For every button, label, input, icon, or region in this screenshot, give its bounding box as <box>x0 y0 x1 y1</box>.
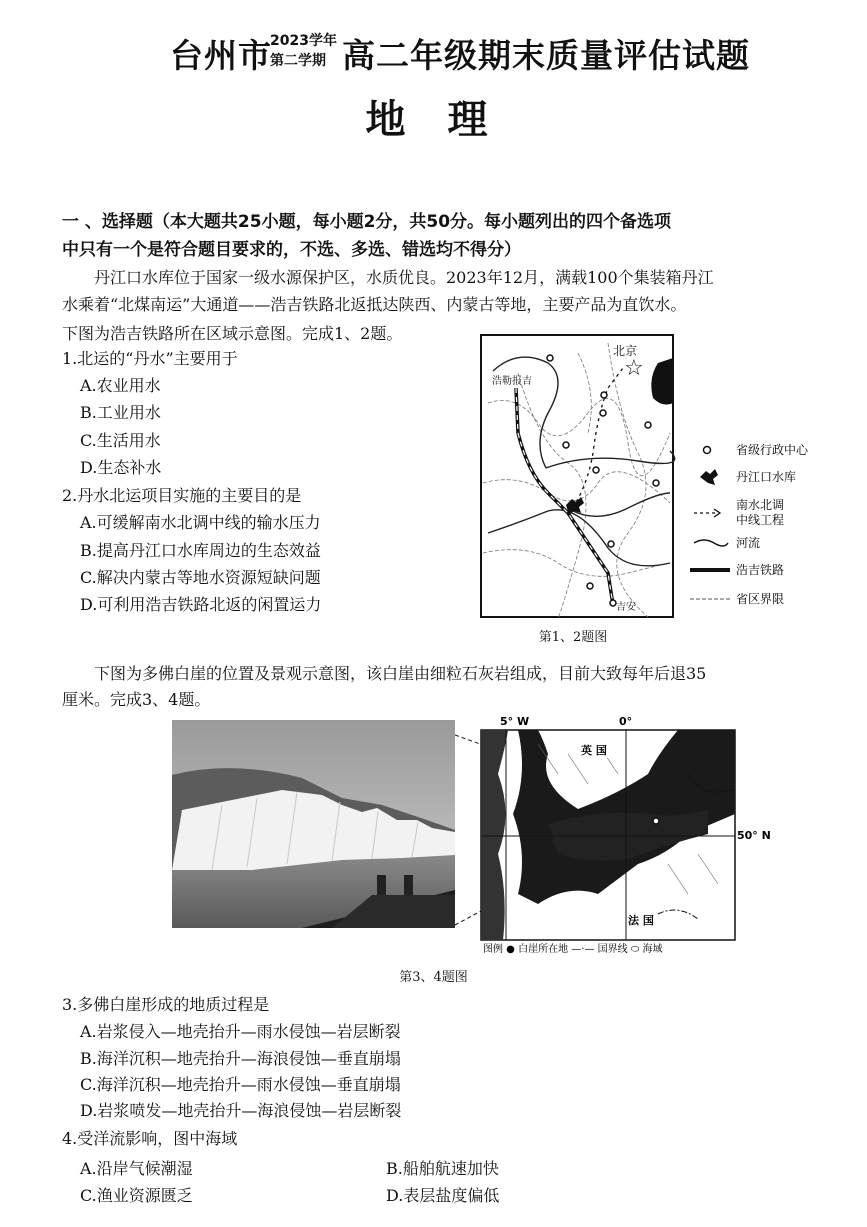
white-cliffs-photo <box>172 720 455 928</box>
q1-option-a[interactable]: A.农业用水 <box>80 376 161 395</box>
label-jian: 吉安 <box>616 602 636 613</box>
map2-legend: 图例 ● 白崖所在地 —·— 国界线 ⬭ 海域 <box>483 944 663 954</box>
section-heading-line1: 一 、选择题（本大题共25小题，每小题2分，共50分。每小题列出的四个备选项 <box>62 212 672 232</box>
passage1-line2: 水乘着“北煤南运”大通道——浩吉铁路北返抵达陕西、内蒙古等地，主要产品为直饮水。 <box>62 295 687 314</box>
legend-railway: 浩吉铁路 <box>736 563 785 577</box>
label-5w: 5° W <box>500 715 530 728</box>
q2-stem: 2.丹水北运项目实施的主要目的是 <box>62 486 302 505</box>
beijing-star: ☆ <box>624 356 644 381</box>
header-semester: 第二学期 <box>270 53 326 69</box>
exam-header <box>0 28 867 78</box>
q3-stem: 3.多佛白崖形成的地质过程是 <box>62 995 270 1014</box>
q2-option-c[interactable]: C.解决内蒙古等地水资源短缺问题 <box>80 568 321 587</box>
q4-option-d[interactable]: D.表层盐度偏低 <box>386 1186 500 1205</box>
cliff-location-marker <box>653 818 659 824</box>
subject-title: 地 理 <box>365 97 502 143</box>
map2-caption: 第3、4题图 <box>399 970 468 985</box>
map2-figure <box>478 714 778 954</box>
q2-option-b[interactable]: B.提高丹江口水库周边的生态效益 <box>80 541 321 560</box>
q3-option-a[interactable]: A.岩浆侵入—地壳抬升—雨水侵蚀—岩层断裂 <box>80 1022 401 1041</box>
label-0: 0° <box>619 715 633 728</box>
q1-stem: 1.北运的“丹水”主要用于 <box>62 349 238 368</box>
map1-figure <box>478 333 848 623</box>
header-title: 高二年级期末质量评估试题 <box>342 36 750 75</box>
header-city: 台州市 <box>170 36 272 75</box>
legend-border: 省区界限 <box>736 592 785 606</box>
passage1-line1: 丹江口水库位于国家一级水源保护区，水质优良。2023年12月，满载100个集装箱丹江 <box>94 268 714 287</box>
q1-option-d[interactable]: D.生态补水 <box>80 458 162 477</box>
section-heading <box>62 208 822 264</box>
section-heading-line2: 中只有一个是符合题目要求的，不选、多选、错选均不得分） <box>62 240 521 260</box>
legend-water-2: 中线工程 <box>736 513 785 527</box>
legend-reservoir: 丹江口水库 <box>736 470 797 484</box>
q1-option-b[interactable]: B.工业用水 <box>80 403 161 422</box>
passage1-line3: 下图为浩吉铁路所在区域示意图。完成1、2题。 <box>62 324 403 343</box>
label-uk: 英 国 <box>581 744 607 757</box>
passage2-line2: 厘米。完成3、4题。 <box>62 690 211 709</box>
q2-option-a[interactable]: A.可缓解南水北调中线的输水压力 <box>80 513 321 532</box>
map2-svg <box>478 714 778 954</box>
map1-caption: 第1、2题图 <box>538 630 608 645</box>
header-year: 2023学年 <box>270 33 337 49</box>
cliffs-svg <box>172 720 455 928</box>
label-beijing: 北京 <box>613 344 638 358</box>
q4-stem: 4.受洋流影响，图中海域 <box>62 1129 238 1148</box>
map1-svg <box>478 333 848 623</box>
q4-option-c[interactable]: C.渔业资源匮乏 <box>80 1186 193 1205</box>
label-50n: 50° N <box>737 829 771 842</box>
legend-capital: 省级行政中心 <box>736 443 809 457</box>
label-haolebaoji: 浩勒报吉 <box>492 376 532 387</box>
q4-option-a[interactable]: A.沿岸气候潮湿 <box>80 1159 193 1178</box>
q1-option-c[interactable]: C.生活用水 <box>80 431 161 450</box>
q2-option-d[interactable]: D.可利用浩吉铁路北返的闲置运力 <box>80 595 322 614</box>
q3-option-b[interactable]: B.海洋沉积—地壳抬升—海浪侵蚀—垂直崩塌 <box>80 1049 401 1068</box>
label-france: 法 国 <box>628 914 654 927</box>
q4-option-b[interactable]: B.船舶航速加快 <box>386 1159 499 1178</box>
legend-river: 河流 <box>736 536 761 550</box>
q3-option-c[interactable]: C.海洋沉积—地壳抬升—雨水侵蚀—垂直崩塌 <box>80 1075 401 1094</box>
map1-legend <box>690 442 809 606</box>
q3-option-d[interactable]: D.岩浆喷发—地壳抬升—海浪侵蚀—岩层断裂 <box>80 1101 402 1120</box>
passage2-line1: 下图为多佛白崖的位置及景观示意图，该白崖由细粒石灰岩组成，目前大致每年后退35 <box>94 664 707 683</box>
legend-water-1: 南水北调 <box>736 498 785 512</box>
